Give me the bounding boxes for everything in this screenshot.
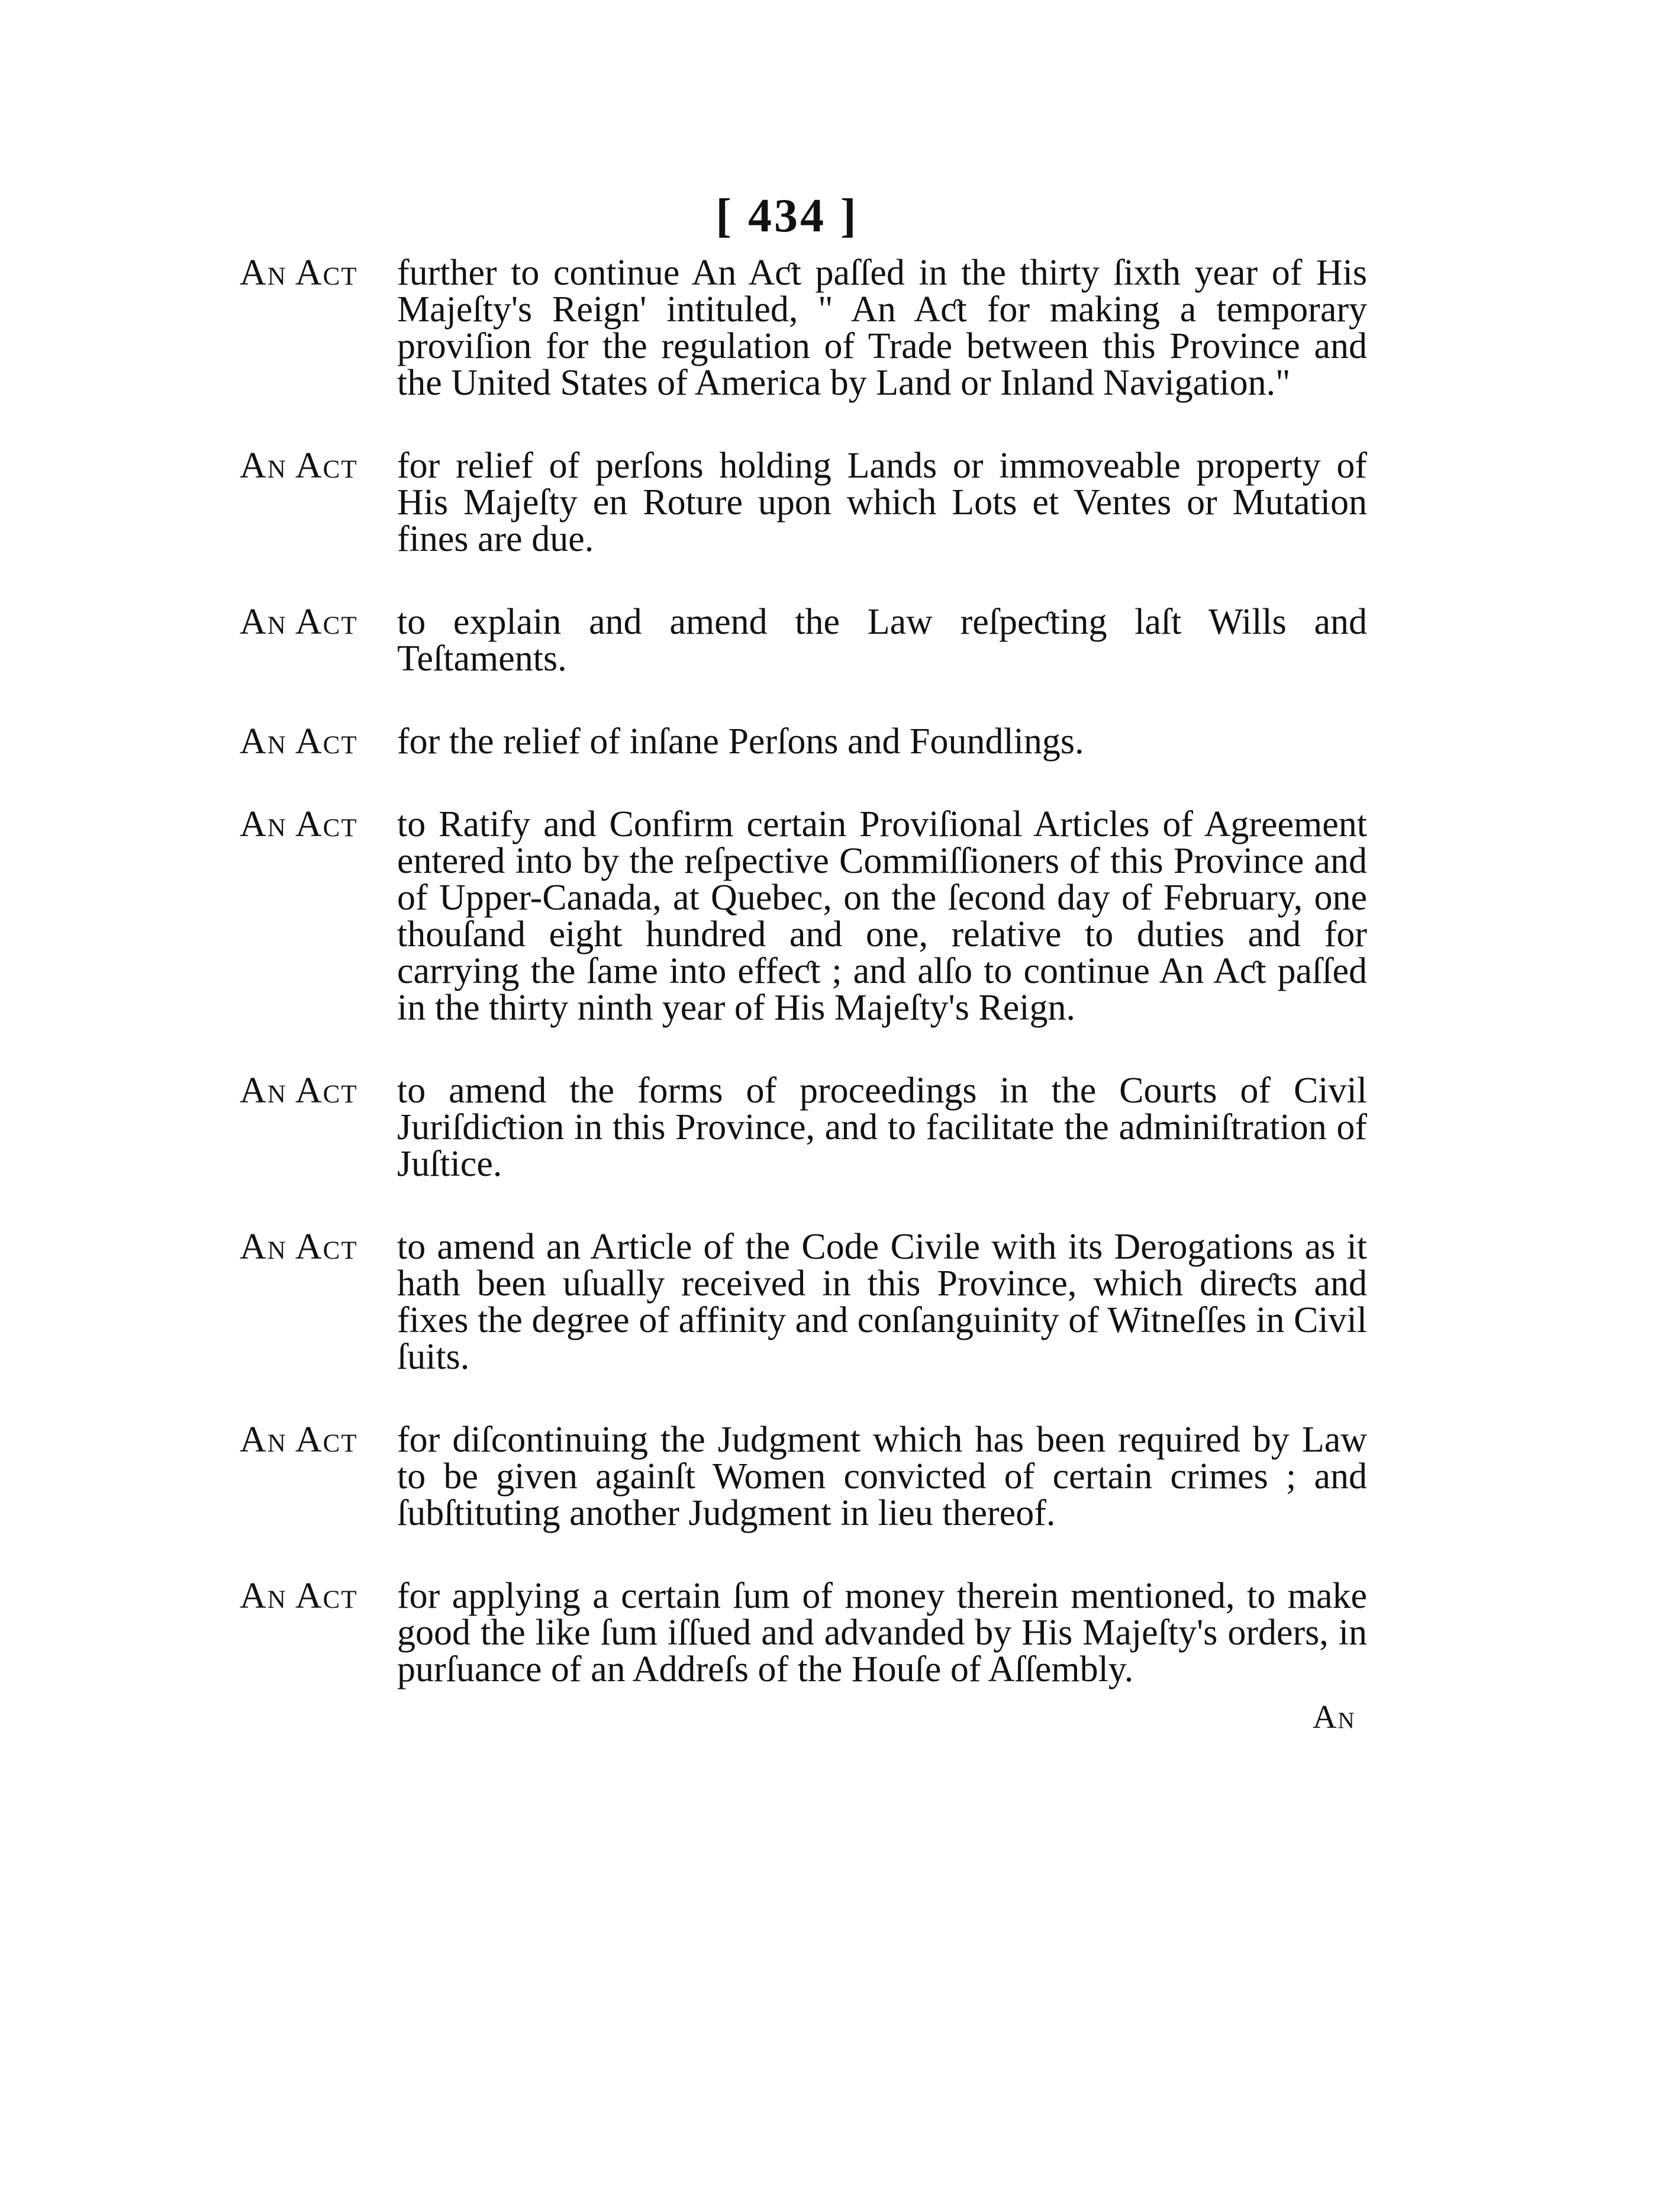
- act-entry-9: [240, 1578, 1367, 1688]
- act-label: An Act: [240, 1420, 358, 1460]
- act-entry-3: [240, 604, 1367, 677]
- act-label: An Act: [240, 804, 358, 844]
- act-label: An Act: [240, 1227, 358, 1267]
- act-label: An Act: [240, 446, 358, 486]
- act-text: to explain and amend the Law reſpeƈting laſt Wills and Teſtaments.: [397, 602, 1367, 679]
- act-entry-4: [240, 723, 1367, 760]
- act-text: further to continue An Aƈt paſſed in the thirty ſixth year of His Majeſty's Reign' intituled, " An Aƈt for making a temporary proviſion for the regulation of Trade between this Province and the United States of America by Land or Inland Navigation.": [397, 253, 1367, 403]
- act-text: for applying a certain ſum of money therein mentioned, to make good the like ſum iſſued and advanded by His Majeſty's orders, in purſuance of an Addreſs of the Houſe of Aſſembly.: [397, 1576, 1367, 1689]
- act-label: An Act: [240, 602, 358, 642]
- act-label: An Act: [240, 253, 358, 293]
- act-text: to Ratify and Confirm certain Proviſional Articles of Agreement entered into by the reſpective Commiſſioners of this Province and of Upper-Canada, at Quebec, on the ſecond day of February, one thouſand eight hundred and one, relative to duties and for carrying the ſame into effeƈt ; and alſo to continue An Aƈt paſſed in the thirty ninth year of His Majeſty's Reign.: [397, 804, 1367, 1028]
- act-text: for diſcontinuing the Judgment which has been required by Law to be given againſt Women convicted of certain crimes ; and ſubſtituting another Judgment in lieu thereof.: [397, 1420, 1367, 1533]
- act-entry-2: [240, 447, 1367, 557]
- act-entry-5: [240, 806, 1367, 1026]
- acts-list: [240, 254, 1367, 1734]
- act-label: An Act: [240, 1576, 358, 1616]
- act-label: An Act: [240, 721, 358, 762]
- act-entry-8: [240, 1421, 1367, 1531]
- act-text: to amend the forms of proceedings in the Courts of Civil Juriſdiƈtion in this Province, and to facilitate the adminiſtration of Juſtice.: [397, 1070, 1367, 1184]
- act-entry-6: [240, 1072, 1367, 1182]
- act-text: for the relief of inſane Perſons and Foundlings.: [397, 721, 1084, 762]
- act-label: An Act: [240, 1070, 358, 1111]
- act-text: to amend an Article of the Code Civile with its Derogations as it hath been uſually received in this Province, which direƈts and fixes the degree of affinity and conſanguinity of Witneſſes in Civil ſuits.: [397, 1227, 1367, 1377]
- act-text: for relief of perſons holding Lands or immoveable property of His Majeſty en Roture upon which Lots et Ventes or Mutation fines are due.: [397, 446, 1367, 559]
- catchword: An: [1313, 1699, 1356, 1736]
- act-entry-7: [240, 1228, 1367, 1375]
- page-number: [ 434 ]: [715, 190, 859, 242]
- act-entry-1: [240, 254, 1367, 401]
